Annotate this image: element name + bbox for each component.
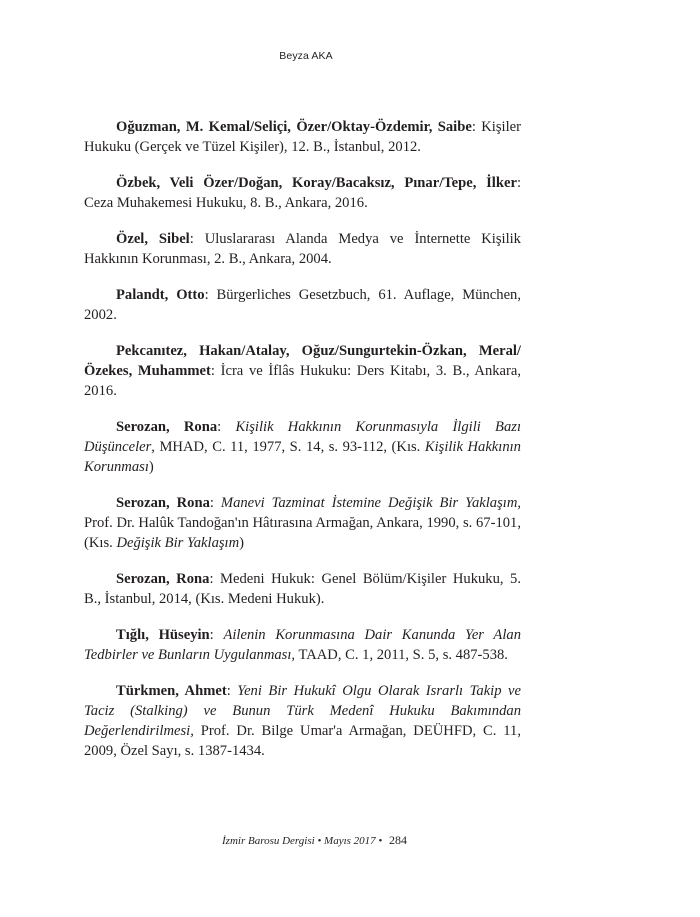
entry-author: Tığlı, Hüseyin [116, 627, 210, 643]
entry-text: , Prof. Dr. Halûk Tandoğan'ın Hâtırasına Armağan, Ankara, 1990, s. 67-101, (Kıs. [84, 495, 522, 551]
entry-author: Serozan, Rona [116, 419, 218, 435]
bibliography-entry [84, 493, 521, 553]
bibliography-entry [84, 117, 521, 157]
bibliography-entry [84, 285, 521, 325]
bibliography-entry [84, 569, 521, 609]
entry-author: Oğuzman, M. Kemal/Seliçi, Özer/Oktay-Özdemir, Saibe [116, 119, 472, 135]
bibliography-entry [84, 173, 521, 213]
entry-text: : [209, 627, 224, 643]
entry-text: : Ceza Muhakemesi Hukuku, 8. B., Ankara, 2016. [84, 175, 521, 211]
entry-author: Özbek, Veli Özer/Doğan, Koray/Bacaksız, Pınar/Tepe, İlker [116, 175, 517, 191]
entry-title-italic: Yeni Bir Hukukî Olgu Olarak Israrlı Takip ve Taciz (Stalking) ve Bunun Türk Medenî Hukuku Bakımından Değerlendirilmesi, [84, 683, 522, 739]
entry-author: Palandt, Otto [116, 287, 205, 303]
entry-author: Serozan, Rona [116, 571, 210, 587]
page-header [0, 50, 612, 62]
entry-text: : Medeni Hukuk: Genel Bölüm/Kişiler Hukuku, 5. B., İstanbul, 2014, (Kıs. Medeni Hukuk). [84, 571, 522, 607]
bibliography-entry [84, 341, 521, 401]
page-number: 284 [389, 833, 408, 847]
entry-author: Türkmen, Ahmet [116, 683, 227, 699]
entry-author: Özel, Sibel [116, 231, 190, 247]
entry-title-italic: Ailenin Korunmasına Dair Kanunda Yer Alan Tedbirler ve Bunların Uygulanması [84, 627, 521, 663]
entry-text: : Uluslararası Alanda Medya ve İnternette Kişilik Hakkının Korunması, 2. B., Ankara, 2004. [84, 231, 521, 267]
entry-text: , MHAD, C. 11, 1977, S. 14, s. 93-112, (Kıs. [151, 439, 425, 455]
bibliography-entry [84, 417, 521, 477]
entry-title-italic: Kişilik Hakkının Korunması [84, 439, 521, 475]
entry-text: : [209, 495, 221, 511]
bibliography-list [84, 117, 521, 777]
journal-info: İzmir Barosu Dergisi • Mayıs 2017 • [222, 835, 383, 847]
entry-title-italic: Kişilik Hakkının Korunmasıyla İlgili Bazı Düşünceler [84, 419, 522, 455]
entry-author: Serozan, Rona [116, 495, 210, 511]
entry-title-italic: Manevi Tazminat İstemine Değişik Bir Yaklaşım [220, 495, 518, 511]
entry-author: Pekcanıtez, Hakan/Atalay, Oğuz/Sungurtekin-Özkan, Meral/Özekes, Muhammet [84, 343, 521, 379]
entry-text: : [226, 683, 238, 699]
entry-text: : Bürgerliches Gesetzbuch, 61. Auflage, München, 2002. [84, 287, 521, 323]
entry-title-italic: Değişik Bir Yaklaşım [116, 535, 240, 551]
bibliography-entry [84, 681, 521, 761]
entry-text: ) [239, 535, 245, 551]
author-name: Beyza AKA [279, 50, 333, 62]
entry-text: : İcra ve İflâs Hukuku: Ders Kitabı, 3. B., Ankara, 2016. [84, 363, 521, 399]
entry-text: Prof. Dr. Bilge Umar'a Armağan, DEÜHFD, C. 11, 2009, Özel Sayı, s. 1387-1434. [84, 723, 521, 759]
entry-text: ) [148, 459, 154, 475]
bibliography-entry [84, 229, 521, 269]
page-footer [222, 833, 407, 848]
entry-text: , TAAD, C. 1, 2011, S. 5, s. 487-538. [291, 647, 508, 663]
bibliography-entry [84, 625, 521, 665]
entry-text: : [217, 419, 236, 435]
entry-text: : Kişiler Hukuku (Gerçek ve Tüzel Kişiler), 12. B., İstanbul, 2012. [84, 119, 521, 155]
